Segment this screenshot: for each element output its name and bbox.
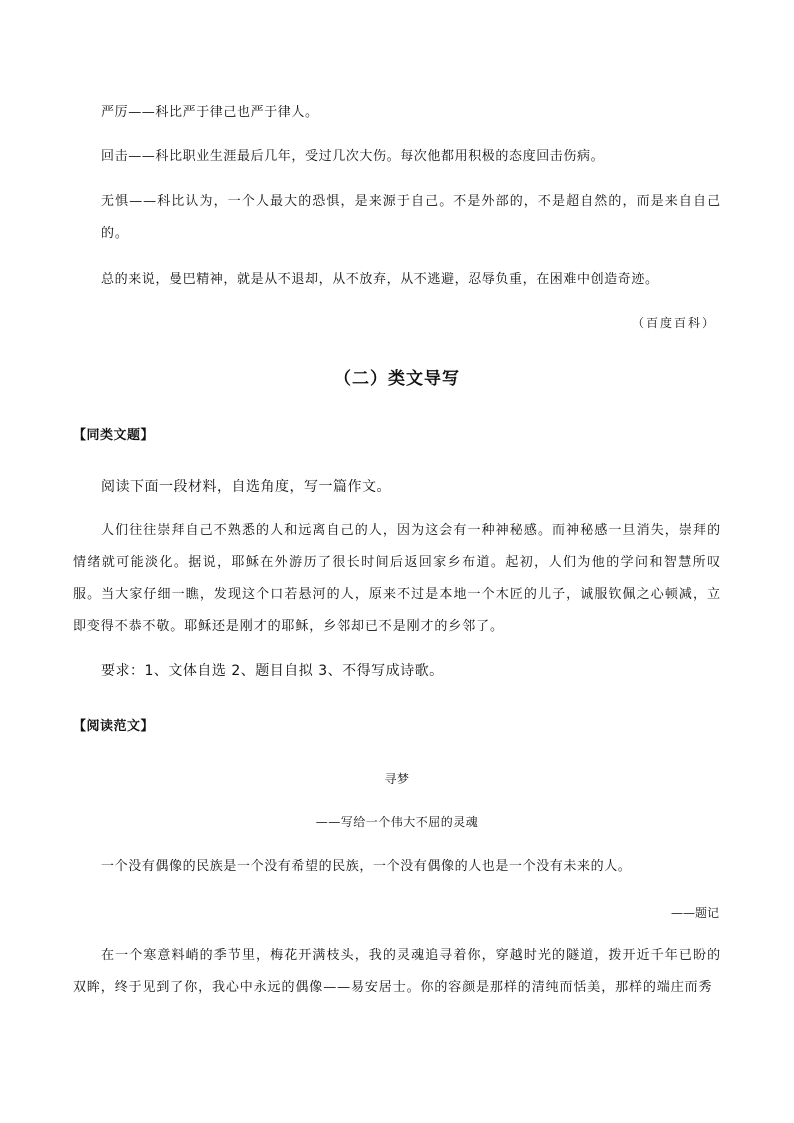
paragraph-fight-back: 回击——科比职业生涯最后几年，受过几次大伤。每次他都用积极的态度回击伤病。	[101, 149, 605, 164]
section-title: （二）类文导写	[334, 369, 460, 389]
epigraph-signature: ——题记	[670, 906, 719, 920]
essay-title: 寻梦	[384, 772, 410, 786]
model-essay-label: 【阅读范文】	[73, 719, 155, 734]
essay-body: 在一个寒意料峭的季节里，梅花开满枝头，我的灵魂追寻着你，穿越时光的隧道，拨开近千年已盼的双眸，终于见到了你，我心中永远的偶像——易安居士。你的容颜是那样的清纯而恬美，那样的端庄而秀	[73, 948, 721, 995]
paragraph-fearless: 无惧——科比认为，一个人最大的恐惧，是来源于自己。不是外部的，不是超自然的，而是来自自己的。	[101, 194, 721, 241]
same-topic-label: 【同类文题】	[73, 428, 155, 443]
essay-subtitle: ——写给一个伟大不屈的灵魂	[315, 815, 479, 829]
prompt-intro: 阅读下面一段材料，自选角度，写一篇作文。	[101, 479, 391, 495]
paragraph-summary: 总的来说，曼巴精神，就是从不退却，从不放弃，从不逃避，忍辱负重，在困难中创造奇迹。	[101, 272, 659, 287]
essay-epigraph: 一个没有偶像的民族是一个没有希望的民族，一个没有偶像的人也是一个没有未来的人。	[101, 859, 632, 874]
prompt-requirement: 要求：1、文体自选 2、题目自拟 3、不得写成诗歌。	[101, 663, 444, 679]
paragraph-strict: 严厉——科比严于律己也严于律人。	[101, 105, 319, 120]
prompt-material: 人们往往崇拜自己不熟悉的人和远离自己的人，因为这会有一种神秘感。而神秘感一旦消失，崇拜的情绪就可能淡化。据说，耶稣在外游历了很长时间后返回家乡布道。起初，人们为他的学问和智慧所叹服。当大家仔细一瞧，发现这个口若悬河的人，原来不过是本地一个木匠的儿子，诚服钦佩之心顿减，立即变得不恭不敬。耶稣还是刚才的耶稣，乡邻却已不是刚才的乡邻了。	[73, 523, 721, 634]
source-citation: （百度百科）	[631, 316, 716, 330]
